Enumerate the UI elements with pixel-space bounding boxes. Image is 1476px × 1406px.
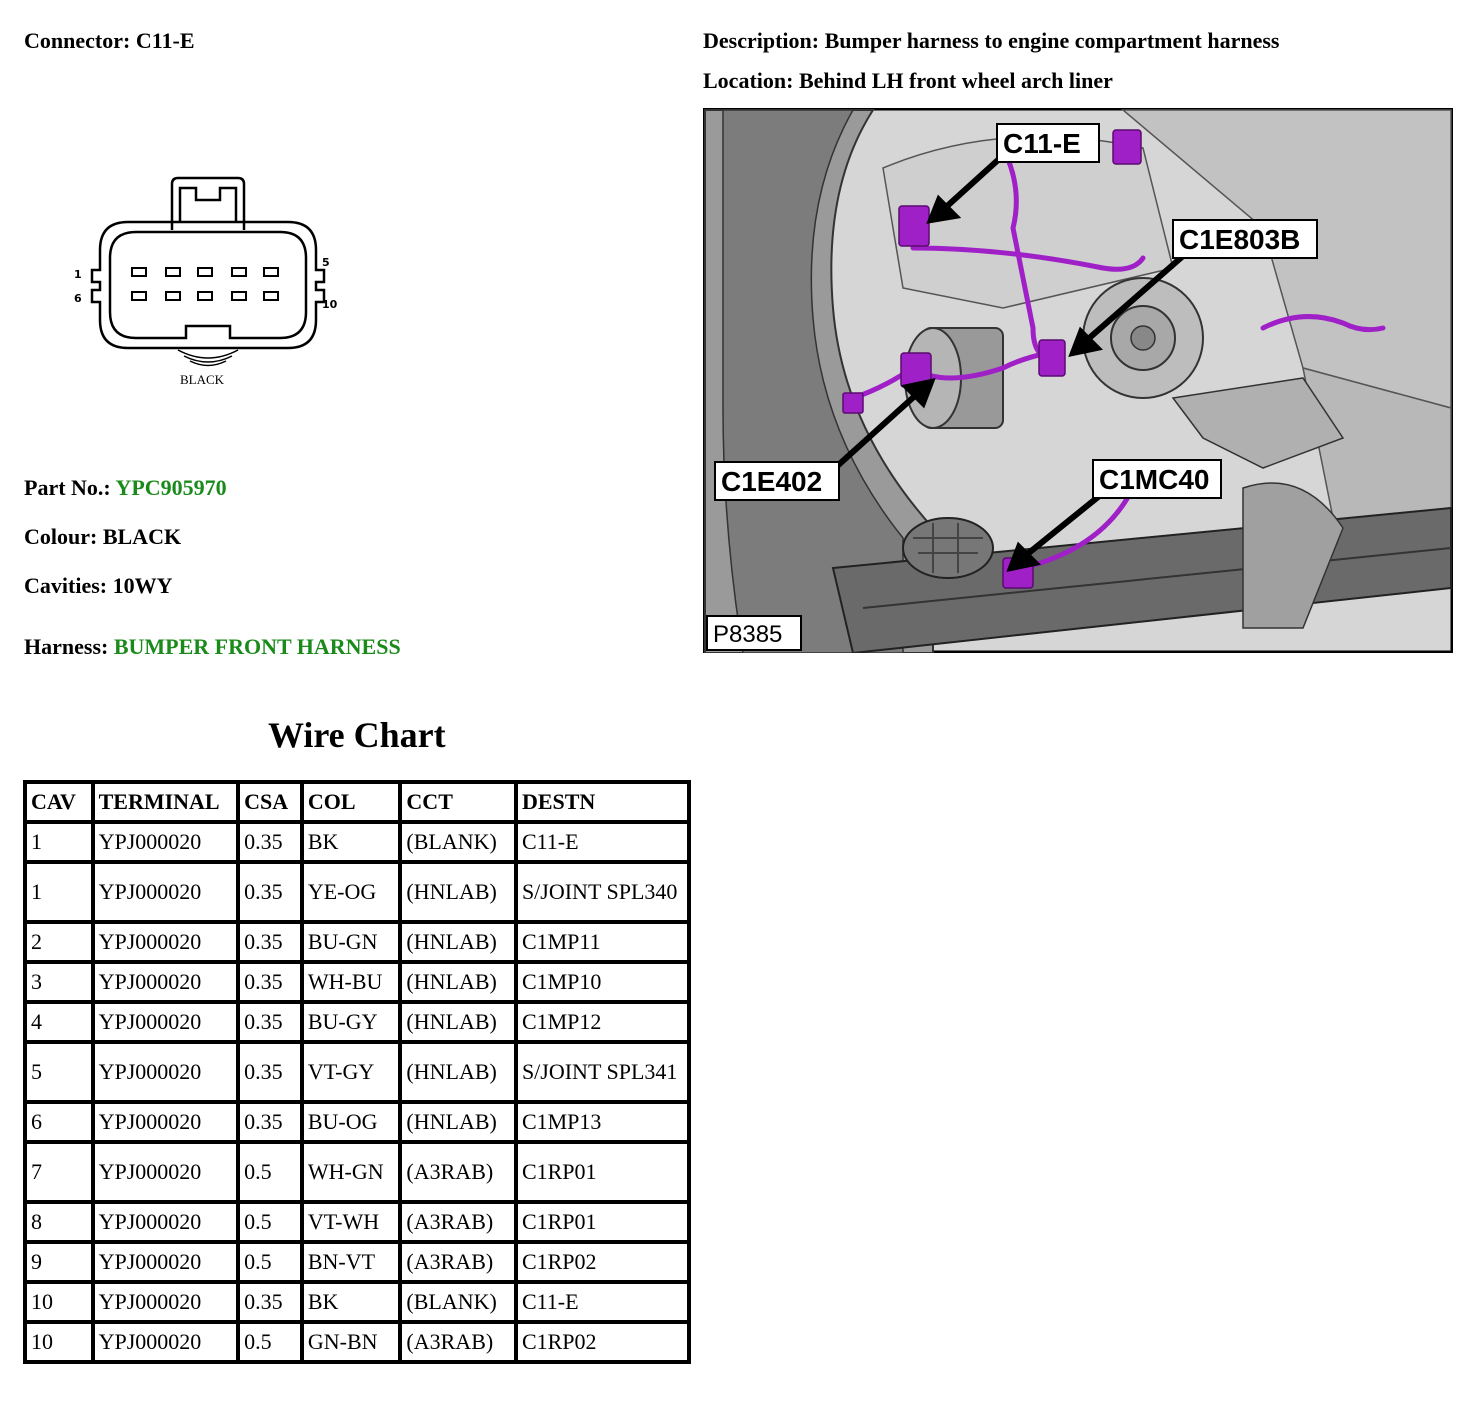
cell-cav: 3 <box>27 964 91 1000</box>
table-row <box>27 824 687 860</box>
cell-destn: C1MP12 <box>518 1004 687 1040</box>
connector-label: Connector: <box>24 28 131 53</box>
table-row <box>27 1204 687 1240</box>
cell-csa: 0.5 <box>240 1144 300 1200</box>
cell-destn: C1MP13 <box>518 1104 687 1140</box>
cell-col: WH-GN <box>304 1144 399 1200</box>
cell-cav: 4 <box>27 1004 91 1040</box>
connector-value: C11-E <box>135 28 195 53</box>
cavity-7 <box>166 292 180 300</box>
cell-cct: (BLANK) <box>402 824 514 860</box>
cell-destn: C1RP01 <box>518 1144 687 1200</box>
cavity-10 <box>264 292 278 300</box>
cell-terminal: YPJ000020 <box>95 1004 237 1040</box>
cell-terminal: YPJ000020 <box>95 1204 237 1240</box>
cell-terminal: YPJ000020 <box>95 1284 237 1320</box>
table-row <box>27 1044 687 1100</box>
cell-cav: 1 <box>27 864 91 920</box>
cell-cct: (HNLAB) <box>402 924 514 960</box>
cell-terminal: YPJ000020 <box>95 1044 237 1100</box>
table-row <box>27 1324 687 1360</box>
cell-csa: 0.35 <box>240 864 300 920</box>
cell-col: YE-OG <box>304 864 399 920</box>
cell-cct: (A3RAB) <box>402 1144 514 1200</box>
table-row <box>27 1104 687 1140</box>
cell-cav: 6 <box>27 1104 91 1140</box>
cell-col: BU-GN <box>304 924 399 960</box>
cell-cav: 1 <box>27 824 91 860</box>
cell-col: VT-GY <box>304 1044 399 1100</box>
header-terminal: TERMINAL <box>95 784 237 820</box>
cell-col: WH-BU <box>304 964 399 1000</box>
cell-col: BK <box>304 1284 399 1320</box>
cell-destn: C1RP02 <box>518 1324 687 1360</box>
header-col: COL <box>304 784 399 820</box>
callout-c1e402: C1E402 <box>721 466 823 497</box>
header-destn: DESTN <box>518 784 687 820</box>
cell-destn: C11-E <box>518 824 687 860</box>
wire-chart-table <box>23 780 691 1364</box>
table-row <box>27 1144 687 1200</box>
cavity-1 <box>132 268 146 276</box>
cell-terminal: YPJ000020 <box>95 864 237 920</box>
cell-terminal: YPJ000020 <box>95 1144 237 1200</box>
cell-destn: C1MP10 <box>518 964 687 1000</box>
cell-csa: 0.35 <box>240 1284 300 1320</box>
connector-field <box>24 28 195 54</box>
cell-col: VT-WH <box>304 1204 399 1240</box>
part-no-label: Part No.: <box>24 475 111 500</box>
pin-label-1: 1 <box>74 268 82 281</box>
table-row <box>27 1244 687 1280</box>
cavity-5 <box>264 268 278 276</box>
cell-cct: (HNLAB) <box>402 1004 514 1040</box>
cell-csa: 0.35 <box>240 1104 300 1140</box>
cell-destn: C1MP11 <box>518 924 687 960</box>
pin-label-10: 10 <box>322 298 338 311</box>
cell-terminal: YPJ000020 <box>95 1104 237 1140</box>
harness-field <box>24 634 401 660</box>
harness-label: Harness: <box>24 634 109 659</box>
diagram-colour-label: BLACK <box>180 372 225 387</box>
table-header-row <box>27 784 687 820</box>
header-csa: CSA <box>240 784 300 820</box>
cell-col: BN-VT <box>304 1244 399 1280</box>
cell-destn: C1RP01 <box>518 1204 687 1240</box>
cell-csa: 0.35 <box>240 1004 300 1040</box>
cell-cav: 9 <box>27 1244 91 1280</box>
cell-cav: 7 <box>27 1144 91 1200</box>
callout-c1mc40: C1MC40 <box>1099 464 1210 495</box>
part-no-field <box>24 475 227 501</box>
cell-csa: 0.5 <box>240 1204 300 1240</box>
cell-cav: 10 <box>27 1284 91 1320</box>
cavity-6 <box>132 292 146 300</box>
cell-destn: S/JOINT SPL341 <box>518 1044 687 1100</box>
cavity-8 <box>198 292 212 300</box>
cell-col: BU-GY <box>304 1004 399 1040</box>
cavities-field <box>24 573 172 599</box>
cell-destn: C1RP02 <box>518 1244 687 1280</box>
cavity-2 <box>166 268 180 276</box>
cell-terminal: YPJ000020 <box>95 1244 237 1280</box>
cell-cct: (A3RAB) <box>402 1324 514 1360</box>
table-row <box>27 1004 687 1040</box>
cell-cct: (HNLAB) <box>402 964 514 1000</box>
cavities-value: 10WY <box>112 573 173 598</box>
header-cct: CCT <box>402 784 514 820</box>
cell-destn: S/JOINT SPL340 <box>518 864 687 920</box>
cell-cav: 10 <box>27 1324 91 1360</box>
cell-cct: (BLANK) <box>402 1284 514 1320</box>
cell-csa: 0.5 <box>240 1244 300 1280</box>
pin-label-6: 6 <box>74 292 82 305</box>
callout-c1e803b: C1E803B <box>1179 224 1301 255</box>
cavity-9 <box>232 292 246 300</box>
wire-chart-title: Wire Chart <box>268 715 446 755</box>
figure-id: P8385 <box>713 621 783 648</box>
cell-destn: C11-E <box>518 1284 687 1320</box>
callout-c11e: C11-E <box>1003 128 1081 159</box>
pin-label-5: 5 <box>322 256 330 269</box>
location-illustration <box>703 108 1453 653</box>
cavity-4 <box>232 268 246 276</box>
description-value: Bumper harness to engine compartment harness <box>824 28 1280 53</box>
description-label: Description: <box>703 28 820 53</box>
cell-cav: 2 <box>27 924 91 960</box>
cell-terminal: YPJ000020 <box>95 824 237 860</box>
cell-col: BK <box>304 824 399 860</box>
location-label: Location: <box>703 68 794 93</box>
cell-csa: 0.35 <box>240 964 300 1000</box>
cell-cct: (A3RAB) <box>402 1244 514 1280</box>
colour-label: Colour: <box>24 524 98 549</box>
cell-csa: 0.35 <box>240 924 300 960</box>
table-row <box>27 924 687 960</box>
connector-c11e-marker <box>899 206 929 246</box>
connector-face-diagram <box>60 170 360 400</box>
cell-cct: (HNLAB) <box>402 864 514 920</box>
cell-terminal: YPJ000020 <box>95 924 237 960</box>
cell-terminal: YPJ000020 <box>95 964 237 1000</box>
cavity-3 <box>198 268 212 276</box>
cell-col: GN-BN <box>304 1324 399 1360</box>
connector-c1e803b-marker <box>1039 340 1065 376</box>
cell-terminal: YPJ000020 <box>95 1324 237 1360</box>
cell-csa: 0.35 <box>240 824 300 860</box>
header-cav: CAV <box>27 784 91 820</box>
colour-field <box>24 524 181 550</box>
cavities-label: Cavities: <box>24 573 108 598</box>
cell-cct: (HNLAB) <box>402 1104 514 1140</box>
cell-csa: 0.35 <box>240 1044 300 1100</box>
colour-value: BLACK <box>102 524 182 549</box>
location-value: Behind LH front wheel arch liner <box>798 68 1113 93</box>
cell-cct: (HNLAB) <box>402 1044 514 1100</box>
location-field <box>703 68 1113 94</box>
harness-link[interactable]: BUMPER FRONT HARNESS <box>113 634 401 659</box>
part-no-link[interactable]: YPC905970 <box>115 475 227 500</box>
cell-cav: 5 <box>27 1044 91 1100</box>
table-row <box>27 864 687 920</box>
cell-col: BU-OG <box>304 1104 399 1140</box>
description-field <box>703 28 1279 54</box>
cell-cav: 8 <box>27 1204 91 1240</box>
table-row <box>27 1284 687 1320</box>
cell-cct: (A3RAB) <box>402 1204 514 1240</box>
cell-csa: 0.5 <box>240 1324 300 1360</box>
table-row <box>27 964 687 1000</box>
